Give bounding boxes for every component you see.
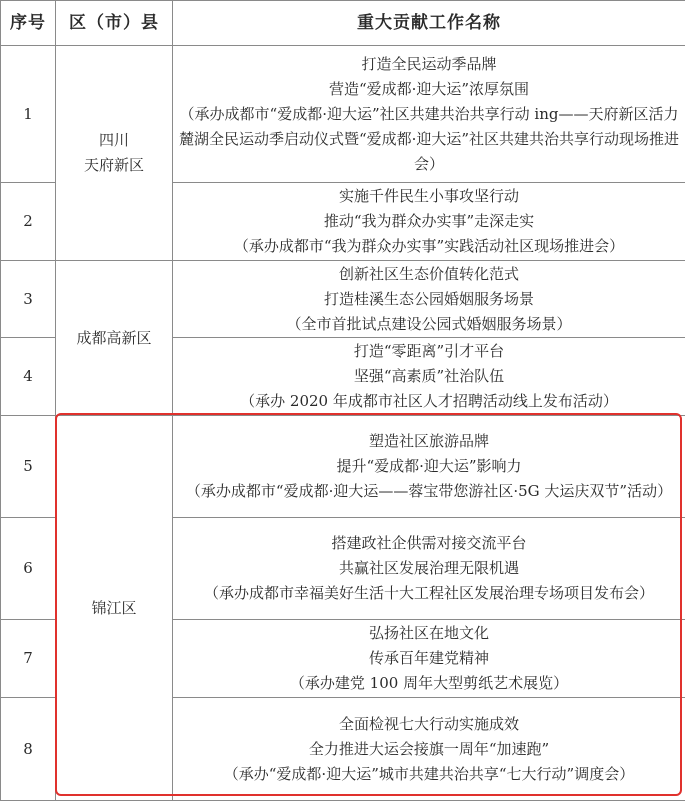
- work-subtitle: 提升“爱成都·迎大运”影响力: [177, 454, 681, 479]
- work-subtitle: 共赢社区发展治理无限机遇: [177, 556, 681, 581]
- work-subtitle: 打造桂溪生态公园婚姻服务场景: [177, 287, 681, 312]
- work-title: 打造全民运动季品牌: [177, 52, 681, 77]
- work-subtitle: 坚强“高素质”社治队伍: [177, 364, 681, 389]
- header-district: 区（市）县: [56, 1, 173, 46]
- work-description: [173, 518, 685, 620]
- work-title: 塑造社区旅游品牌: [177, 429, 681, 454]
- work-note: （承办成都市幸福美好生活十大工程社区发展治理专场项目发布会）: [177, 581, 681, 606]
- row-number: 3: [1, 261, 56, 338]
- header-number: 序号: [1, 1, 56, 46]
- work-note: （承办“爱成都·迎大运”城市共建共治共享“七大行动”调度会）: [177, 762, 681, 787]
- work-subtitle: 营造“爱成都·迎大运”浓厚氛围: [177, 77, 681, 102]
- work-title: 打造“零距离”引才平台: [177, 339, 681, 364]
- work-note: （承办成都市“我为群众办实事”实践活动社区现场推进会）: [177, 234, 681, 259]
- row-number: 1: [1, 46, 56, 183]
- work-note: （承办成都市“爱成都·迎大运——蓉宝带您游社区·5G 大运庆双节”活动）: [177, 479, 681, 504]
- district-name: 天府新区: [60, 153, 168, 178]
- work-description: [173, 698, 685, 801]
- work-description: [173, 416, 685, 518]
- work-note: （承办建党 100 周年大型剪纸艺术展览）: [177, 671, 681, 696]
- work-description: [173, 46, 685, 183]
- row-number: 7: [1, 620, 56, 698]
- row-number: 8: [1, 698, 56, 801]
- work-title: 搭建政社企供需对接交流平台: [177, 531, 681, 556]
- table-row: [1, 261, 685, 338]
- row-number: 5: [1, 416, 56, 518]
- work-title: 实施千件民生小事攻坚行动: [177, 184, 681, 209]
- work-description: [173, 338, 685, 416]
- row-number: 6: [1, 518, 56, 620]
- district-name: 成都高新区: [60, 326, 168, 351]
- district-cell: [56, 261, 173, 416]
- district-name: 锦江区: [60, 596, 168, 621]
- work-note: （承办 2020 年成都市社区人才招聘活动线上发布活动）: [177, 389, 681, 414]
- work-note: （承办成都市“爱成都·迎大运”社区共建共治共享行动 ing——天府新区活力麓湖全民运动季启动仪式暨“爱成都·迎大运”社区共建共治共享行动现场推进会）: [177, 102, 681, 177]
- work-note: （全市首批试点建设公园式婚姻服务场景）: [177, 312, 681, 337]
- work-subtitle: 推动“我为群众办实事”走深走实: [177, 209, 681, 234]
- work-subtitle: 全力推进大运会接旗一周年“加速跑”: [177, 737, 681, 762]
- work-description: [173, 261, 685, 338]
- district-cell: [56, 416, 173, 801]
- header-work-name: 重大贡献工作名称: [173, 1, 685, 46]
- table-row: [1, 46, 685, 183]
- work-title: 弘扬社区在地文化: [177, 621, 681, 646]
- table-header-row: [1, 1, 685, 46]
- row-number: 2: [1, 183, 56, 261]
- work-description: [173, 620, 685, 698]
- work-subtitle: 传承百年建党精神: [177, 646, 681, 671]
- district-name: 四川: [60, 128, 168, 153]
- work-title: 全面检视七大行动实施成效: [177, 712, 681, 737]
- district-cell: [56, 46, 173, 261]
- work-title: 创新社区生态价值转化范式: [177, 262, 681, 287]
- row-number: 4: [1, 338, 56, 416]
- work-description: [173, 183, 685, 261]
- table-row: [1, 416, 685, 518]
